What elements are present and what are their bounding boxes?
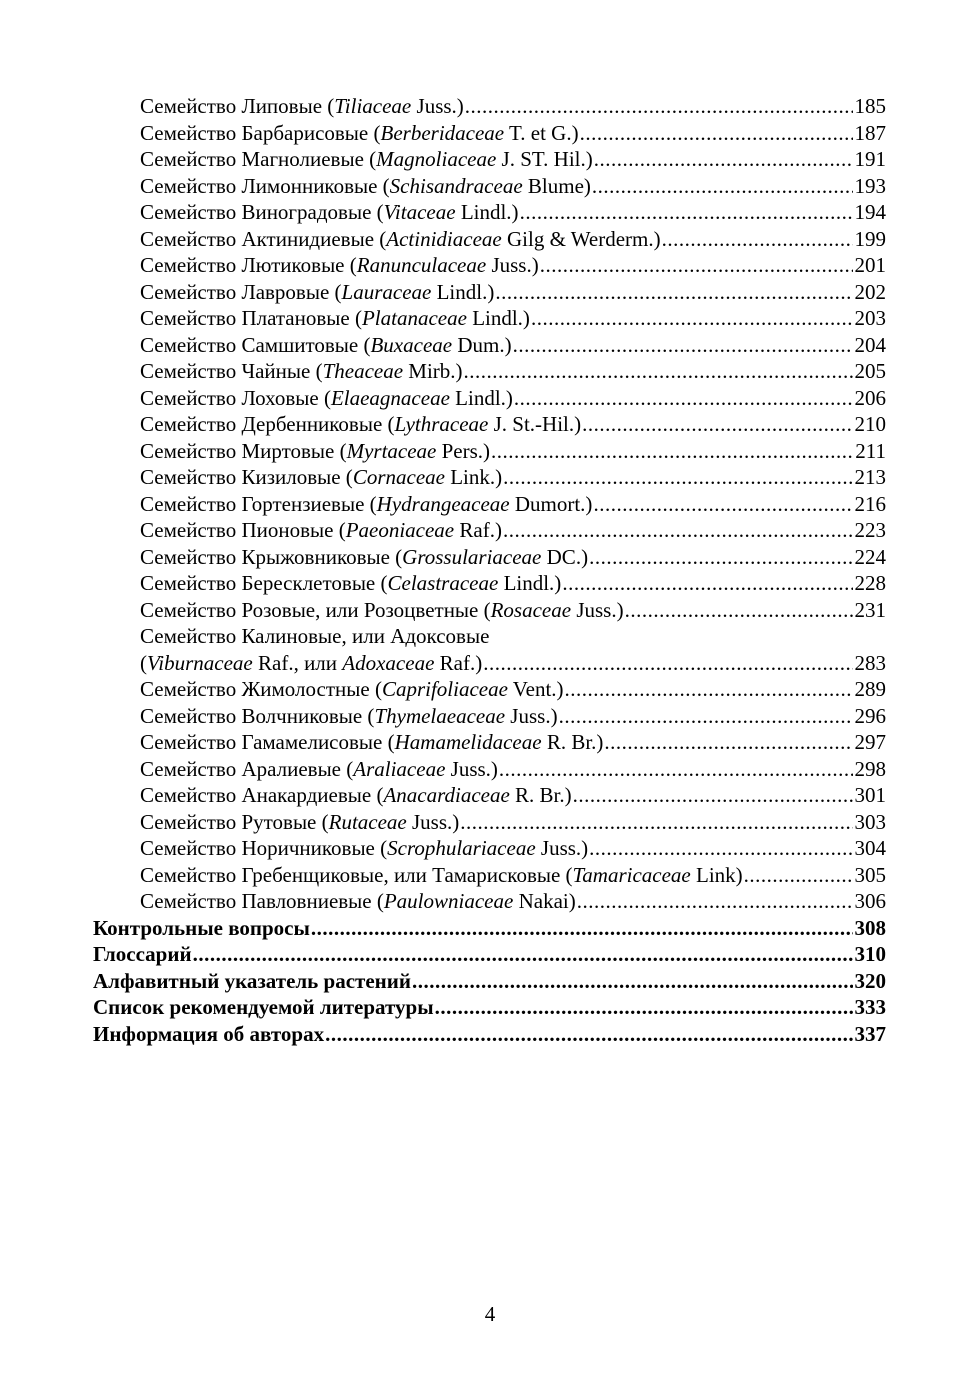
toc-entry-title: Семейство Миртовые (Myrtaceae Pers.) [140,438,491,463]
toc-page-number: 194 [854,200,886,224]
toc-entry [93,729,886,756]
toc-page-number: 193 [854,173,886,198]
dot-leader [491,438,853,465]
toc-entry [93,173,886,200]
toc-page-number: 224 [854,544,886,569]
toc-page-number: 337 [854,1021,886,1046]
toc-page-number: 303 [854,809,886,834]
toc-entry [93,862,886,889]
toc-entry [93,199,886,226]
toc-entry [93,385,886,412]
toc-entry [93,570,886,597]
toc-page-number: 213 [854,465,886,489]
toc-page-number: 187 [854,120,886,145]
dot-leader [435,994,853,1021]
toc-entry-title: Глоссарий [93,942,192,966]
toc-entry-title: Семейство Самшитовые (Buxaceae Dum.) [140,332,512,357]
toc-entry-title: Список рекомендуемой литературы [93,995,434,1019]
toc-entry-wrapped-line1 [93,623,886,650]
toc-entry-title: Семейство Гребенщиковые, или Тамарисковые (Tamaricaceae Link) [140,862,743,887]
toc-entry [93,120,886,147]
dot-leader [562,570,852,597]
dot-leader [460,809,852,836]
dot-leader [589,544,852,571]
toc-page-number: 301 [854,783,886,807]
toc-entry-title: Семейство Пионовые (Paeoniaceae Raf.) [140,518,502,542]
toc-entry-title: (Viburnaceae Raf., или Adoxaceae Raf.) [140,650,483,675]
toc-page-number: 210 [854,412,886,436]
toc-page-number: 305 [854,862,886,887]
dot-leader [503,517,853,544]
toc-page-number: 289 [854,677,886,701]
dot-leader [577,888,853,915]
toc-entry-title: Семейство Липовые (Tiliaceae Juss.) [140,94,464,118]
toc-entry-title: Семейство Актинидиевые (Actinidiaceae Gilg & Werderm.) [140,226,661,251]
dot-leader [325,1021,852,1048]
toc-page-number: 306 [854,889,886,913]
toc-entry-title: Семейство Розовые, или Розоцветные (Rosaceae Juss.) [140,597,624,622]
toc-major-entry [93,941,886,968]
dot-leader [582,411,852,438]
table-of-contents [93,93,886,1047]
dot-leader [412,968,853,995]
dot-leader [513,332,853,359]
toc-entry [93,146,886,173]
toc-entry-title: Семейство Магнолиевые (Magnoliaceae J. ST. Hil.) [140,147,593,171]
toc-entry-wrapped-line2 [93,650,886,677]
toc-entry-title: Семейство Рутовые (Rutaceae Juss.) [140,809,460,834]
dot-leader [589,835,852,862]
toc-page-number: 199 [854,226,886,251]
toc-entry-title: Семейство Виноградовые (Vitaceae Lindl.) [140,200,519,224]
toc-page-number: 185 [854,94,886,118]
toc-entry [93,438,886,465]
toc-entry [93,517,886,544]
toc-page-number: 202 [854,279,886,304]
dot-leader [559,703,853,730]
toc-entry-title: Семейство Калиновые, или Адоксовые [140,624,490,648]
toc-entry-title: Семейство Дербенниковые (Lythraceae J. St.-Hil.) [140,412,582,436]
toc-entry-title: Контрольные вопросы [93,915,310,940]
dot-leader [514,385,853,412]
toc-entry [93,226,886,253]
toc-entry-title: Семейство Гортензиевые (Hydrangeaceae Dumort.) [140,491,593,516]
toc-entry-title: Семейство Жимолостные (Caprifoliaceae Vent.) [140,677,564,701]
dot-leader [499,756,853,783]
toc-entry [93,305,886,332]
toc-page-number: 304 [854,836,886,860]
toc-page-number: 205 [854,359,886,383]
dot-leader [604,729,852,756]
toc-entry [93,358,886,385]
toc-page-number: 211 [855,438,886,463]
toc-page-number: 223 [854,518,886,542]
toc-entry [93,491,886,518]
dot-leader [483,650,852,677]
dot-leader [193,941,853,968]
toc-entry-title: Семейство Лютиковые (Ranunculaceae Juss.) [140,253,539,277]
toc-entry [93,411,886,438]
toc-page-number: 228 [854,571,886,595]
dot-leader [662,226,853,253]
toc-page-number: 296 [854,703,886,728]
dot-leader [592,173,853,200]
toc-entry-title: Семейство Волчниковые (Thymelaeaceae Juss.) [140,703,558,728]
toc-page-number: 203 [854,306,886,330]
dot-leader [594,146,853,173]
toc-page-number: 206 [854,385,886,410]
toc-entry-title: Семейство Крыжовниковые (Grossulariaceae DC.) [140,544,589,569]
toc-entry [93,703,886,730]
toc-page-number: 297 [854,730,886,754]
toc-entry [93,332,886,359]
dot-leader [520,199,853,226]
toc-page-number: 320 [854,968,886,993]
toc-page-number: 191 [854,147,886,171]
toc-entry [93,597,886,624]
dot-leader [540,252,853,279]
toc-page-number: 204 [854,332,886,357]
toc-entry-title: Семейство Гамамелисовые (Hamamelidaceae R. Br.) [140,730,604,754]
dot-leader [625,597,853,624]
dot-leader [565,676,853,703]
toc-entry-title: Семейство Норичниковые (Scrophulariaceae Juss.) [140,836,589,860]
toc-entry [93,676,886,703]
toc-entry-title: Семейство Кизиловые (Cornaceae Link.) [140,465,503,489]
dot-leader [465,93,853,120]
toc-entry-title: Семейство Павловниевые (Paulowniaceae Nakai) [140,889,576,913]
toc-page-number: 308 [854,915,886,940]
toc-major-entry [93,994,886,1021]
dot-leader [580,120,853,147]
toc-entry [93,252,886,279]
toc-entry-title: Семейство Аралиевые (Araliaceae Juss.) [140,756,498,781]
toc-entry-title: Семейство Платановые (Platanaceae Lindl.) [140,306,530,330]
toc-entry-title: Информация об авторах [93,1021,325,1046]
dot-leader [464,358,853,385]
toc-entry-title: Семейство Лоховые (Elaeagnaceae Lindl.) [140,385,513,410]
dot-leader [503,464,852,491]
toc-entry-title: Семейство Лавровые (Lauraceae Lindl.) [140,279,495,304]
toc-entry-title: Семейство Бересклетовые (Celastraceae Lindl.) [140,571,562,595]
toc-entry [93,93,886,120]
toc-entry [93,756,886,783]
dot-leader [495,279,852,306]
page-number: 4 [484,1302,496,1326]
toc-entry [93,544,886,571]
toc-page-number: 310 [854,942,886,966]
toc-entry-title: Алфавитный указатель растений [93,968,411,993]
toc-page-number: 201 [854,253,886,277]
toc-entry [93,782,886,809]
toc-major-entry [93,968,886,995]
dot-leader [744,862,853,889]
dot-leader [573,782,853,809]
toc-entry [93,835,886,862]
toc-page-number: 283 [854,650,886,675]
dot-leader [531,305,853,332]
dot-leader [593,491,852,518]
dot-leader [311,915,853,942]
toc-entry [93,888,886,915]
toc-major-entry [93,915,886,942]
toc-entry-title: Семейство Лимонниковые (Schisandraceae Blume) [140,173,591,198]
toc-major-entry [93,1021,886,1048]
toc-entry-title: Семейство Анакардиевые (Anacardiaceae R. Br.) [140,783,572,807]
toc-entry [93,279,886,306]
toc-page-number: 231 [854,597,886,622]
toc-page-number: 333 [854,995,886,1019]
toc-entry-title: Семейство Чайные (Theaceae Mirb.) [140,359,463,383]
toc-entry [93,809,886,836]
toc-entry [93,464,886,491]
toc-page-number: 298 [854,756,886,781]
toc-page-number: 216 [854,491,886,516]
toc-entry-title: Семейство Барбарисовые (Berberidaceae T. et G.) [140,120,579,145]
